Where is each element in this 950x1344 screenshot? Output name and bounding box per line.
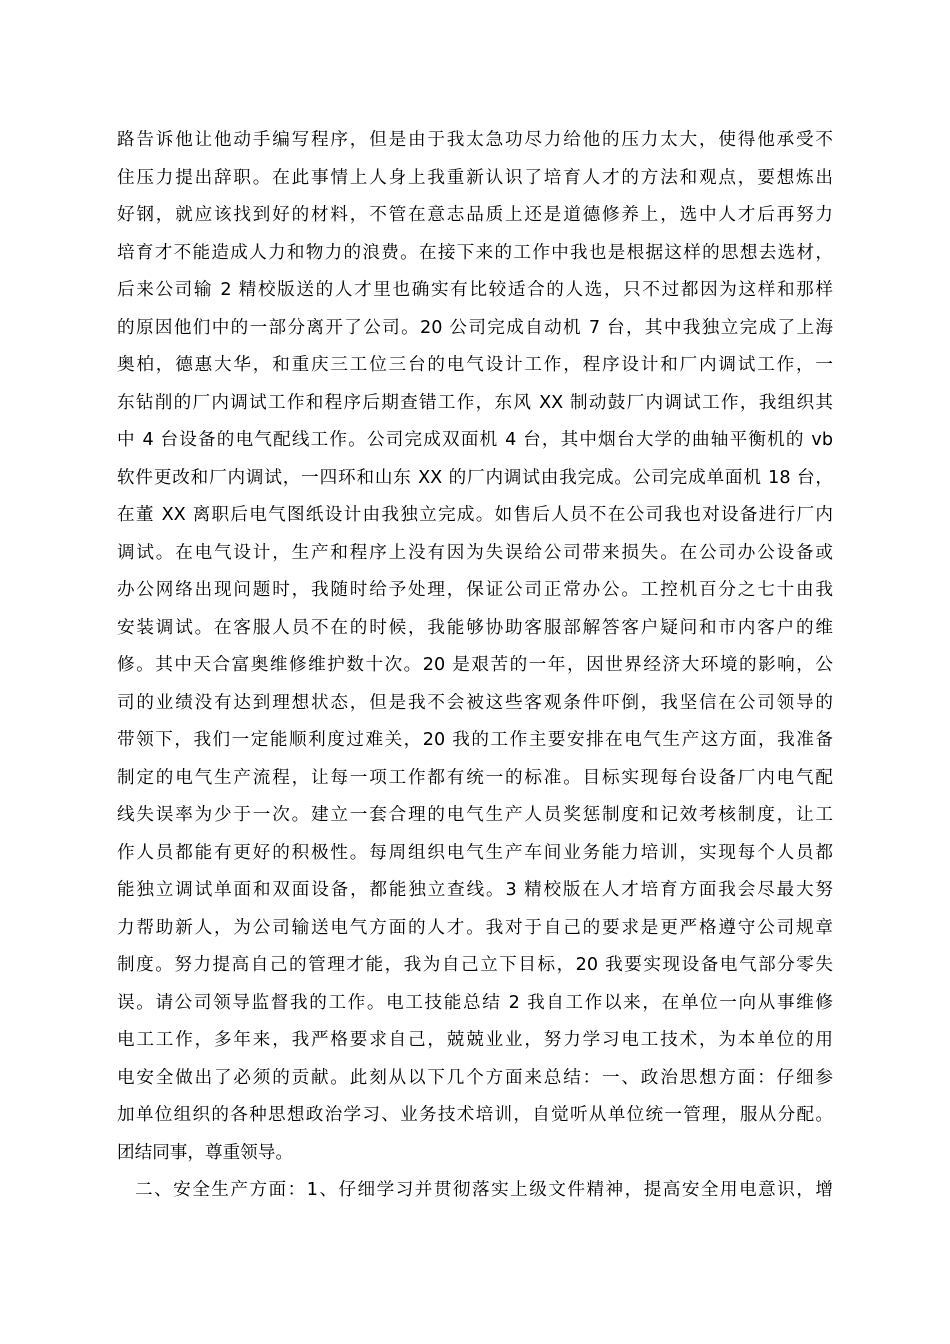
text-line: 调试。在电气设计，生产和程序上没有因为失误给公司带来损失。在公司办公设备或: [117, 543, 833, 563]
text-line: 能独立调试单面和双面设备，都能独立查线。3 精校版在人才培育方面我会尽最大努: [117, 880, 833, 900]
text-line: 在董 XX 离职后电气图纸设计由我独立完成。如售后人员不在公司我也对设备进行厂内: [117, 505, 833, 525]
text-line: 好钢，就应该找到好的材料，不管在意志品质上还是道德修养上，选中人才后再努力: [117, 205, 833, 225]
text-line: 线失误率为少于一次。建立一套合理的电气生产人员奖惩制度和记效考核制度，让工: [117, 805, 833, 825]
text-line: 力帮助新人，为公司输送电气方面的人才。我对于自己的要求是更严格遵守公司规章: [117, 918, 833, 938]
text-line: 带领下，我们一定能顺利度过难关，20 我的工作主要安排在电气生产这方面，我准备: [117, 730, 833, 750]
text-line: 误。请公司领导监督我的工作。电工技能总结 2 我自工作以来，在单位一向从事维修: [117, 993, 833, 1013]
text-line: 软件更改和厂内调试，一四环和山东 XX 的厂内调试由我完成。公司完成单面机 18 台，: [117, 468, 833, 488]
text-line: 住压力提出辞职。在此事情上人身上我重新认识了培育人才的方法和观点，要想炼出: [117, 168, 833, 188]
paragraph-start-line: 二、安全生产方面：1、仔细学习并贯彻落实上级文件精神，提高安全用电意识，增: [135, 1180, 833, 1200]
text-line: 中 4 台设备的电气配线工作。公司完成双面机 4 台，其中烟台大学的曲轴平衡机的 vb: [117, 430, 833, 450]
text-line: 作人员都能有更好的积极性。每周组织电气生产车间业务能力培训，实现每个人员都: [117, 843, 833, 863]
text-line: 修。其中天合富奥维修维护数十次。20 是艰苦的一年，因世界经济大环境的影响，公: [117, 655, 833, 675]
text-line: 的原因他们中的一部分离开了公司。20 公司完成自动机 7 台，其中我独立完成了上海: [117, 318, 833, 338]
text-line: 电安全做出了必须的贡献。此刻从以下几个方面来总结：一、政治思想方面：仔细参: [117, 1068, 833, 1088]
text-line: 后来公司输 2 精校版送的人才里也确实有比较适合的人选，只不过都因为这样和那样: [117, 280, 833, 300]
text-line: 办公网络出现问题时，我随时给予处理，保证公司正常办公。工控机百分之七十由我: [117, 580, 833, 600]
text-line: 制度。努力提高自己的管理才能，我为自己立下目标，20 我要实现设备电气部分零失: [117, 955, 833, 975]
text-line: 司的业绩没有达到理想状态，但是我不会被这些客观条件吓倒，我坚信在公司领导的: [117, 693, 833, 713]
text-line: 电工工作，多年来，我严格要求自己，兢兢业业，努力学习电工技术，为本单位的用: [117, 1030, 833, 1050]
text-line: 团结同事，尊重领导。: [117, 1143, 293, 1163]
text-line: 制定的电气生产流程，让每一项工作都有统一的标准。目标实现每台设备厂内电气配: [117, 768, 833, 788]
text-line: 加单位组织的各种思想政治学习、业务技术培训，自觉听从单位统一管理，服从分配。: [117, 1105, 833, 1125]
text-line: 安装调试。在客服人员不在的时候，我能够协助客服部解答客户疑问和市内客户的维: [117, 618, 833, 638]
text-line: 培育才不能造成人力和物力的浪费。在接下来的工作中我也是根据这样的思想去选材，: [117, 243, 833, 263]
text-line: 路告诉他让他动手编写程序，但是由于我太急功尽力给他的压力太大，使得他承受不: [117, 130, 833, 150]
text-line: 东钻削的厂内调试工作和程序后期查错工作，东风 XX 制动鼓厂内调试工作，我组织其: [117, 393, 833, 413]
text-line: 奥柏，德惠大华，和重庆三工位三台的电气设计工作，程序设计和厂内调试工作，一: [117, 355, 833, 375]
